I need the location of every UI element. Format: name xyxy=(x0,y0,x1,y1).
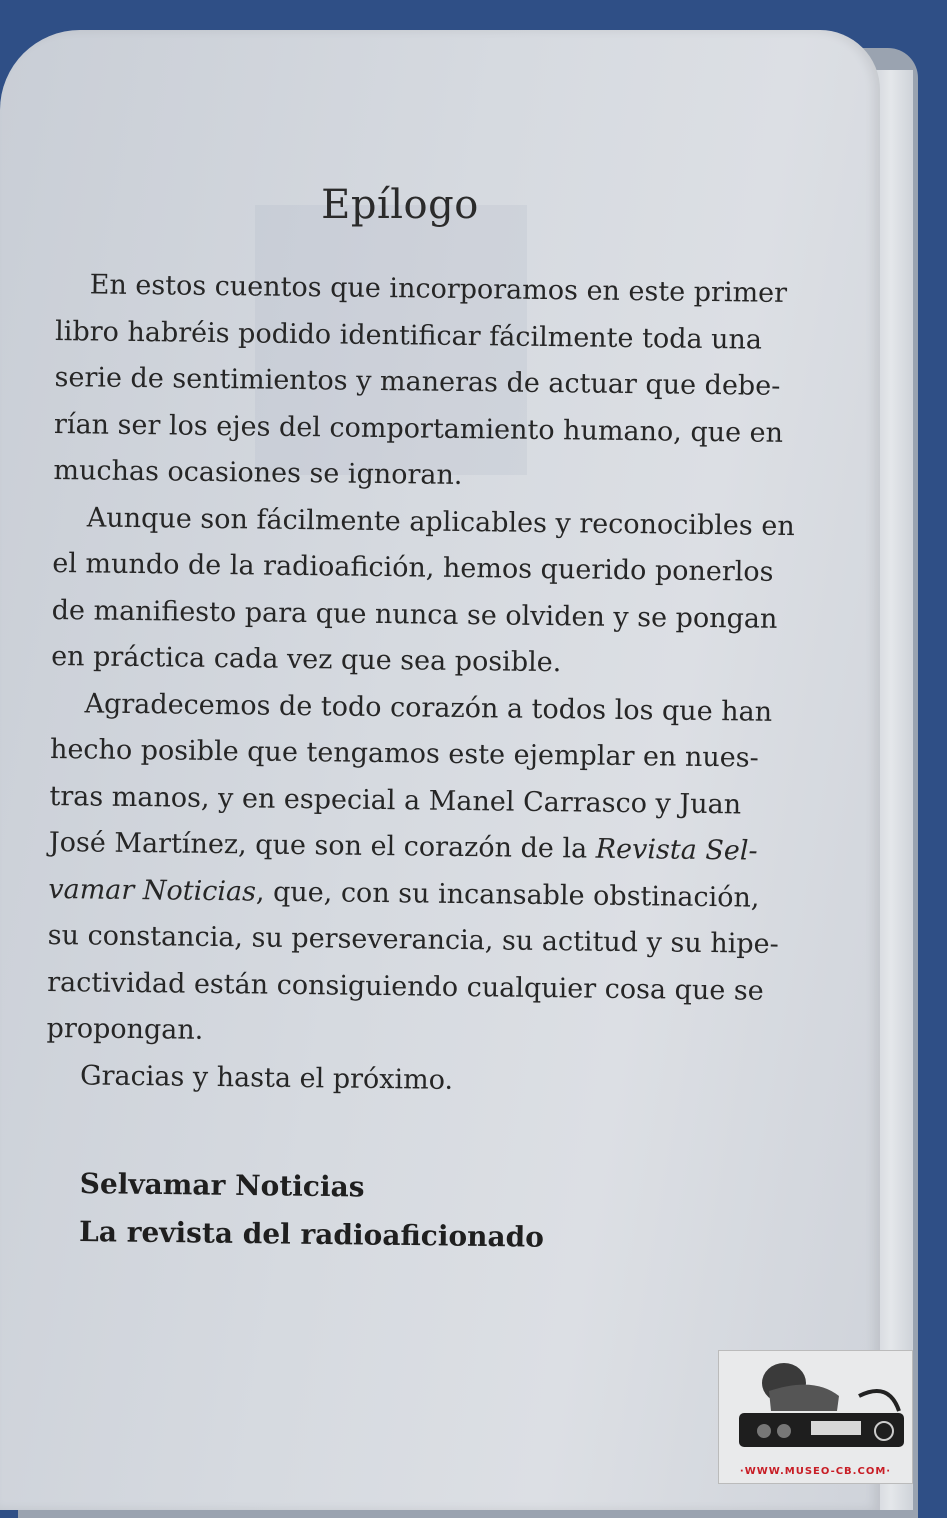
text-line: libro habréis podido identificar fácilmente toda una xyxy=(54,315,763,356)
text-line: serie de sentimientos y maneras de actuar que debe- xyxy=(54,361,781,402)
signature-publication: Selvamar Noticias xyxy=(79,1166,365,1204)
text-line-italic: vamar Noticias, que, con su incansable obstinación, xyxy=(48,873,760,914)
text-line: de manifiesto para que nunca se olviden y se pongan xyxy=(51,594,778,635)
text-line: En estos cuentos que incorporamos en este primer xyxy=(89,269,788,309)
text-line: Aunque son fácilmente aplicables y reconocibles en xyxy=(86,501,795,542)
text-line: propongan. xyxy=(46,1012,204,1046)
text-line: Gracias y hasta el próximo. xyxy=(79,1059,454,1096)
paragraph-2 xyxy=(50,494,795,688)
body-text xyxy=(46,262,795,1107)
magazine-name-italic: Revista Sel- xyxy=(595,833,758,867)
text-line: ractividad están consiguiendo cualquier cosa que se xyxy=(47,966,764,1007)
paragraph-4 xyxy=(46,1052,731,1107)
text-line: hecho posible que tengamos este ejemplar en nues- xyxy=(49,733,759,774)
text-line-italic: José Martínez, que son el corazón de la Revista Sel- xyxy=(48,826,758,867)
cb-radio-logo-icon xyxy=(719,1351,912,1461)
watermark-url: ·WWW.MUSEO-CB.COM· xyxy=(739,1466,892,1477)
text-line: el mundo de la radioafición, hemos querido ponerlos xyxy=(52,547,774,588)
page-title: Epílogo xyxy=(321,182,479,228)
text-line: su constancia, su perseverancia, su actitud y su hipe- xyxy=(47,919,779,960)
signature-tagline: La revista del radioaficionado xyxy=(78,1214,545,1254)
magazine-name-italic: vamar Noticias xyxy=(48,873,257,907)
text-line: rían ser los ejes del comportamiento humano, que en xyxy=(53,408,784,449)
text-line: muchas ocasiones se ignoran. xyxy=(53,454,463,491)
text-line: Agradecemos de todo corazón a todos los que han xyxy=(84,687,773,728)
text-line: tras manos, y en especial a Manel Carrasco y Juan xyxy=(49,780,742,820)
watermark-logo xyxy=(718,1350,913,1484)
paragraph-1 xyxy=(53,262,788,503)
paragraph-3 xyxy=(46,680,779,1060)
signature xyxy=(79,1160,600,1262)
text-line: en práctica cada vez que sea posible. xyxy=(50,640,562,679)
